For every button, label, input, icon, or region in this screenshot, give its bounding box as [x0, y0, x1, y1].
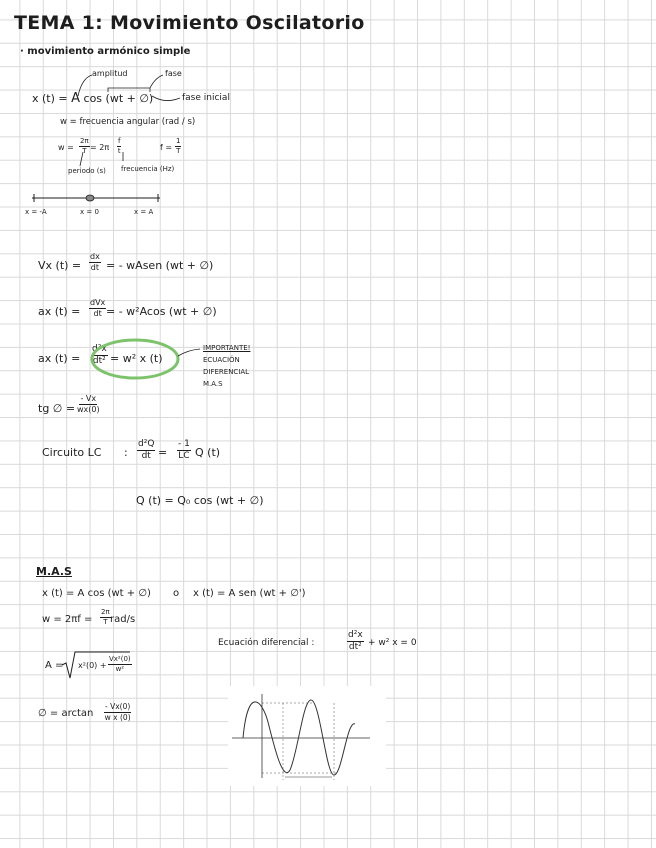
lc-label: Circuito LC	[42, 446, 102, 459]
phase-fraction-num: - Vx(0)	[105, 702, 131, 711]
lc-eq-sign: =	[158, 446, 168, 459]
mas-x-eq-sen: x (t) = A sen (wt + ∅')	[193, 588, 306, 599]
mas-w-fraction-den: T	[103, 618, 108, 626]
w-fraction-2-num: f	[118, 137, 121, 145]
mas-w-eq-a: w = 2πf =	[42, 614, 93, 625]
mas-heading: M.A.S	[36, 565, 72, 578]
w-fraction-1-num: 2π	[80, 137, 89, 145]
a2-fraction-den: dt²	[92, 356, 106, 366]
note-fase: fase	[165, 69, 182, 78]
tg-fraction-num: - Vx	[80, 394, 97, 403]
axis-label-neg: x = -A	[25, 208, 47, 216]
a2-fraction-num: d²x	[92, 344, 107, 354]
tg-fraction-den: wx(0)	[77, 405, 100, 414]
w-fraction-1-den: T	[82, 147, 87, 155]
lc-fraction-1-num: d²Q	[138, 439, 155, 449]
lc-fraction-1-den: dt	[141, 451, 151, 461]
mas-w-eq-b: rad/s	[110, 614, 136, 625]
note-periodo: periodo (s)	[68, 167, 106, 175]
v-eq-lhs: Vx (t) =	[38, 259, 82, 272]
diff-eq-fraction-num: d²x	[348, 630, 363, 640]
note-fase-inicial: fase inicial	[182, 93, 230, 103]
fase-bracket	[108, 88, 150, 92]
diff-eq-fraction-den: dt²	[348, 642, 362, 652]
important-note-1: IMPORTANTE!	[203, 344, 251, 352]
amplitude-eq-term1: x²(0) +	[78, 661, 107, 670]
page-title: TEMA 1: Movimiento Oscilatorio	[14, 12, 365, 34]
mas-or: o	[173, 588, 180, 599]
fase-arrow	[150, 75, 163, 88]
w-definition: w = frecuencia angular (rad / s)	[60, 117, 196, 127]
diff-eq-label: Ecuación diferencial :	[218, 638, 315, 648]
amplitude-fraction-den: w²	[115, 665, 125, 673]
fase-inicial-arrow	[152, 96, 180, 101]
amplitud-arrow	[78, 75, 92, 96]
lc-eq-rhs: Q (t)	[195, 446, 221, 459]
sqrt-sign	[62, 652, 130, 678]
a1-eq-lhs: ax (t) =	[38, 305, 81, 318]
w-fraction-2-den: t	[117, 147, 121, 155]
a1-fraction-den: dt	[93, 309, 102, 318]
q-equation: Q (t) = Q₀ cos (wt + ∅)	[136, 494, 264, 507]
periodo-arrow	[80, 152, 83, 166]
a2-eq-lhs: ax (t) =	[38, 352, 81, 365]
f-fraction-num: 1	[176, 137, 181, 145]
important-note-3: DIFERENCIAL	[203, 368, 250, 376]
a1-eq-rhs: = - w²Acos (wt + ∅)	[106, 305, 217, 318]
f-formula-lhs: f =	[160, 143, 173, 152]
v-eq-rhs: = - wAsen (wt + ∅)	[106, 259, 214, 272]
mas-w-fraction-num: 2π	[101, 608, 110, 616]
amplitude-fraction-num: Vx²(0)	[109, 655, 131, 663]
important-note-2: ECUACIÓN	[203, 356, 240, 364]
mas-x-eq-cos: x (t) = A cos (wt + ∅)	[42, 588, 151, 599]
main-equation-lhs: x (t) =	[32, 92, 72, 105]
highlight-circle	[92, 340, 178, 378]
graph-background	[228, 686, 386, 786]
axis-label-pos: x = A	[134, 208, 154, 216]
a1-fraction-num: dVx	[90, 298, 106, 307]
lc-colon: :	[124, 446, 128, 459]
lc-fraction-2-den: LC	[178, 451, 190, 461]
oscillating-mass	[86, 195, 94, 201]
phase-fraction-den: w x (0)	[104, 712, 131, 722]
main-equation-amplitude: A	[71, 91, 81, 106]
w-formula-lhs: w =	[58, 143, 74, 152]
w-formula-mid: = 2π	[90, 143, 110, 152]
phase-eq-lhs: ∅ = arctan	[38, 708, 94, 719]
important-arrow	[178, 349, 200, 356]
tg-eq-lhs: tg ∅ =	[38, 402, 76, 415]
a2-eq-rhs: = w² x (t)	[110, 352, 163, 365]
f-fraction-den: T	[176, 147, 181, 155]
important-note-4: M.A.S	[203, 380, 223, 388]
amplitude-eq-lhs: A =	[45, 660, 64, 671]
v-fraction-num: dx	[90, 252, 100, 261]
diff-eq-rhs: + w² x = 0	[368, 638, 417, 648]
main-equation-rest: cos (wt + ∅)	[80, 92, 154, 105]
note-amplitud: amplitud	[92, 69, 128, 78]
v-fraction-den: dt	[90, 263, 100, 272]
axis-label-zero: x = 0	[80, 208, 99, 216]
note-frecuencia: frecuencia (Hz)	[121, 165, 175, 173]
lc-fraction-2-num: - 1	[178, 439, 190, 449]
section-heading-mas: · movimiento armónico simple	[20, 46, 191, 57]
